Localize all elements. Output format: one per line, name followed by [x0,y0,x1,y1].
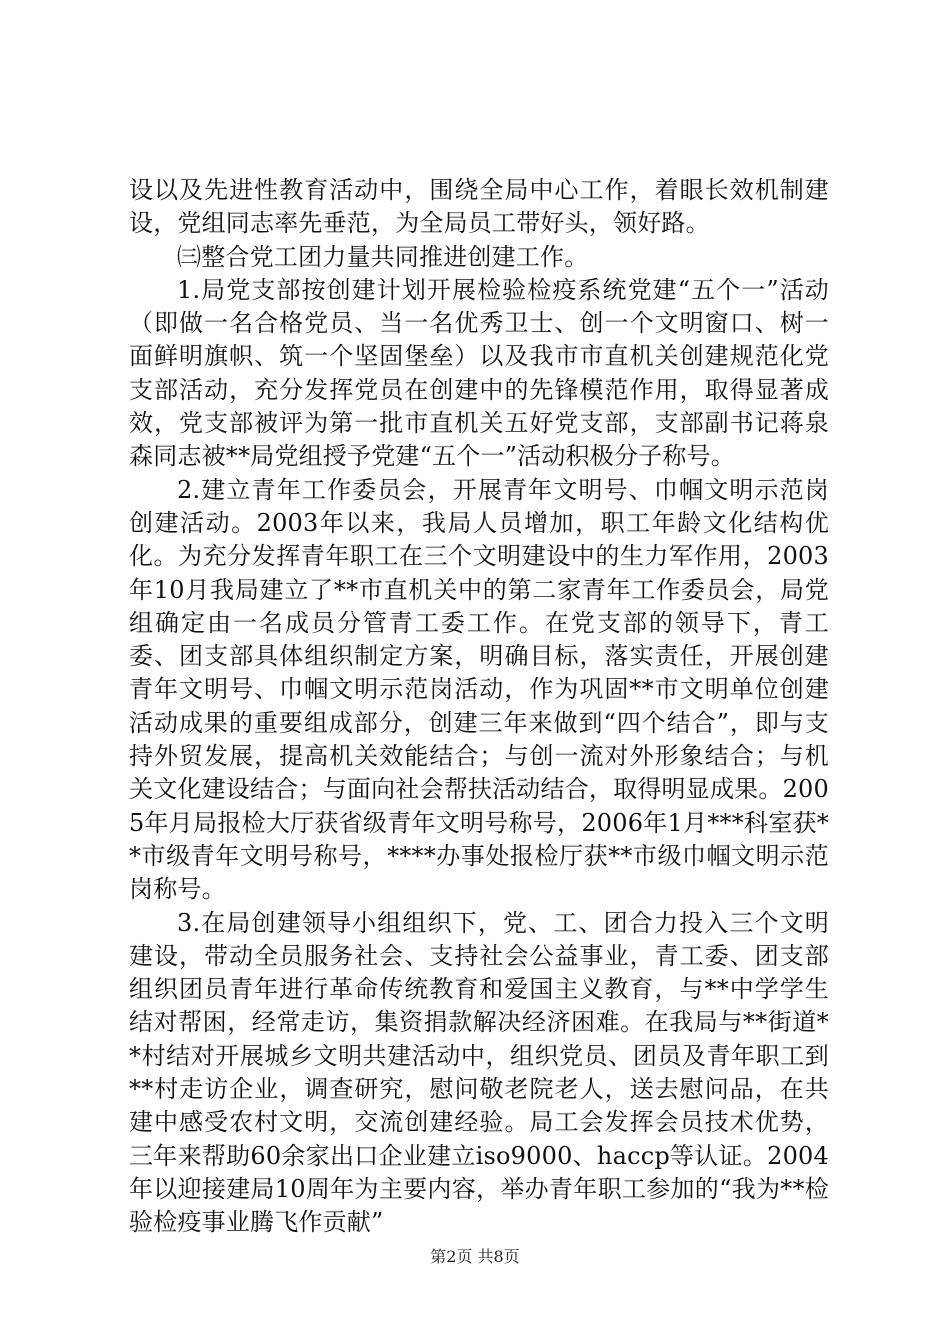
paragraph-item-1: 1.局党支部按创建计划开展检验检疫系统党建“五个一”活动（即做一名合格党员、当一名优秀卫士、创一个文明窗口、树一面鲜明旗帜、筑一个坚固堡垒）以及我市市直机关创建规范化党支部活动，充分发挥党员在创建中的先锋模范作用，取得显著成效，党支部被评为第一批市直机关五好党支部，支部副书记蒋泉森同志被**局党组授予党建“五个一”活动积极分子称号。 [129,275,829,471]
document-body [129,174,829,1240]
paragraph-continuation: 设以及先进性教育活动中，围绕全局中心工作，着眼长效机制建设，党组同志率先垂范，为全局员工带好头，领好路。 [129,176,829,238]
section-heading-integration: ㈢整合党工团力量共同推进创建工作。 [177,242,589,271]
page-number-footer: 第2页 共8页 [430,1247,520,1266]
paragraph-item-2: 2.建立青年工作委员会，开展青年文明号、巾帼文明示范岗创建活动。2003年以来，我局人员增加，职工年龄文化结构优化。为充分发挥青年职工在三个文明建设中的生力军作用，2003年10月我局建立了**市直机关中的第二家青年工作委员会，局党组确定由一名成员分管青工委工作。在党支部的领导下，青工委、团支部具体组织制定方案，明确目标，落实责任，开展创建青年文明号、巾帼文明示范岗活动，作为巩固**市文明单位创建活动成果的重要组成部分，创建三年来做到“四个结合”，即与支持外贸发展，提高机关效能结合；与创一流对外形象结合；与机关文化建设结合；与面向社会帮扶活动结合，取得明显成果。2005年月局报检大厅获省级青年文明号称号，2006年1月***科室获**市级青年文明号称号，****办事处报检厅获**市级巾帼文明示范岗称号。 [129,475,829,904]
paragraph-item-3: 3.在局创建领导小组组织下，党、工、团合力投入三个文明建设，带动全员服务社会、支持社会公益事业，青工委、团支部组织团员青年进行革命传统教育和爱国主义教育，与**中学学生结对帮困，经常走访，集资捐款解决经济困难。在我局与**街道**村结对开展城乡文明共建活动中，组织党员、团员及青年职工到**村走访企业，调查研究，慰问敬老院老人，送去慰问品，在共建中感受农村文明，交流创建经验。局工会发挥会员技术优势，三年来帮助60余家出口企业建立iso9000、haccp等认证。2004年以迎接建局10周年为主要内容，举办青年职工参加的“我为**检验检疫事业腾飞作贡献” [129,908,829,1237]
